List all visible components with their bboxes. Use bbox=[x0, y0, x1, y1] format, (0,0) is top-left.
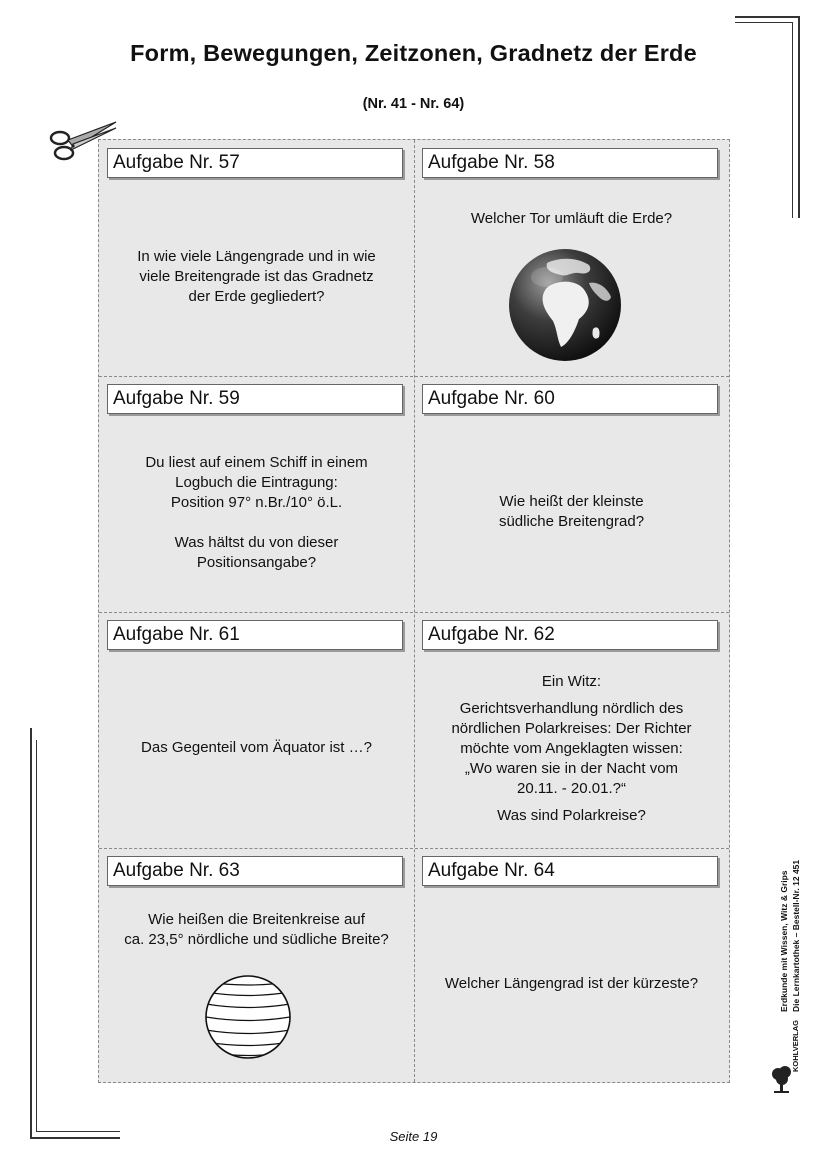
card-57 bbox=[99, 140, 414, 376]
card-question bbox=[109, 247, 404, 307]
frame-line bbox=[735, 22, 793, 23]
card-question bbox=[109, 738, 404, 758]
card-header: Aufgabe Nr. 64 bbox=[422, 856, 718, 886]
card-question bbox=[424, 209, 719, 229]
question-line: Welcher Tor umläuft die Erde? bbox=[470, 210, 673, 227]
question-line: Du liest auf einem Schiff in einem bbox=[145, 454, 368, 471]
frame-line bbox=[30, 728, 32, 1138]
card-header: Aufgabe Nr. 62 bbox=[422, 620, 718, 650]
card-61 bbox=[99, 612, 414, 848]
question-line: nördlichen Polarkreises: Der Richter bbox=[451, 720, 692, 737]
question-line: ca. 23,5° nördliche und südliche Breite? bbox=[124, 931, 389, 948]
question-line: Logbuch die Eintragung: bbox=[175, 474, 338, 491]
card-grid bbox=[98, 139, 730, 1083]
frame-line bbox=[735, 16, 799, 18]
question-line: Ein Witz: bbox=[541, 673, 602, 690]
publisher-name: KOHLVERLAG bbox=[791, 1020, 800, 1072]
question-line: Gerichtsverhandlung nördlich des bbox=[459, 700, 684, 717]
question-line: Was sind Polarkreise? bbox=[497, 807, 646, 824]
card-question bbox=[424, 974, 719, 994]
page-subtitle: (Nr. 41 - Nr. 64) bbox=[362, 96, 465, 112]
question-line: 20.11. - 20.01.?“ bbox=[517, 780, 626, 797]
card-62 bbox=[414, 612, 729, 848]
card-header: Aufgabe Nr. 61 bbox=[107, 620, 403, 650]
question-line: möchte vom Angeklagten wissen: bbox=[460, 740, 683, 757]
page-title: Form, Bewegungen, Zeitzonen, Gradnetz der Erde bbox=[130, 40, 697, 66]
question-line bbox=[109, 513, 404, 533]
tree-logo-icon bbox=[769, 1064, 795, 1096]
card-question bbox=[424, 492, 719, 532]
card-header: Aufgabe Nr. 58 bbox=[422, 148, 718, 178]
question-line: Was hältst du von dieser bbox=[174, 534, 339, 551]
card-63 bbox=[99, 848, 414, 1084]
card-64 bbox=[414, 848, 729, 1084]
side-text-line2: Die Lernkartothek – Bestell-Nr. 12 451 bbox=[791, 859, 801, 1012]
frame-line bbox=[36, 740, 37, 1132]
side-imprint bbox=[773, 820, 813, 1070]
page-number: Seite 19 bbox=[389, 1129, 438, 1144]
card-header: Aufgabe Nr. 57 bbox=[107, 148, 403, 178]
latitude-sphere-icon bbox=[204, 974, 292, 1060]
card-question bbox=[109, 453, 404, 573]
card-question bbox=[109, 910, 404, 950]
question-line: Wie heißen die Breitenkreise auf bbox=[148, 911, 365, 928]
question-line: Welcher Längengrad ist der kürzeste? bbox=[444, 975, 699, 992]
globe-icon bbox=[507, 247, 623, 363]
card-header: Aufgabe Nr. 60 bbox=[422, 384, 718, 414]
question-line: viele Breitengrade ist das Gradnetz bbox=[139, 268, 374, 285]
question-line: Position 97° n.Br./10° ö.L. bbox=[170, 494, 343, 511]
card-59 bbox=[99, 376, 414, 612]
question-line: Wie heißt der kleinste bbox=[499, 493, 644, 510]
card-60 bbox=[414, 376, 729, 612]
question-line: der Erde gegliedert? bbox=[188, 288, 325, 305]
card-header: Aufgabe Nr. 59 bbox=[107, 384, 403, 414]
card-question bbox=[424, 672, 719, 826]
card-58 bbox=[414, 140, 729, 376]
side-text-line1: Erdkunde mit Wissen, Witz & Grips bbox=[779, 870, 789, 1012]
card-header: Aufgabe Nr. 63 bbox=[107, 856, 403, 886]
question-line: südliche Breitengrad? bbox=[498, 513, 645, 530]
question-line: In wie viele Längengrade und in wie bbox=[137, 248, 376, 265]
question-line: „Wo waren sie in der Nacht vom bbox=[464, 760, 679, 777]
question-line: Das Gegenteil vom Äquator ist …? bbox=[141, 739, 372, 756]
question-line: Positionsangabe? bbox=[196, 554, 317, 571]
